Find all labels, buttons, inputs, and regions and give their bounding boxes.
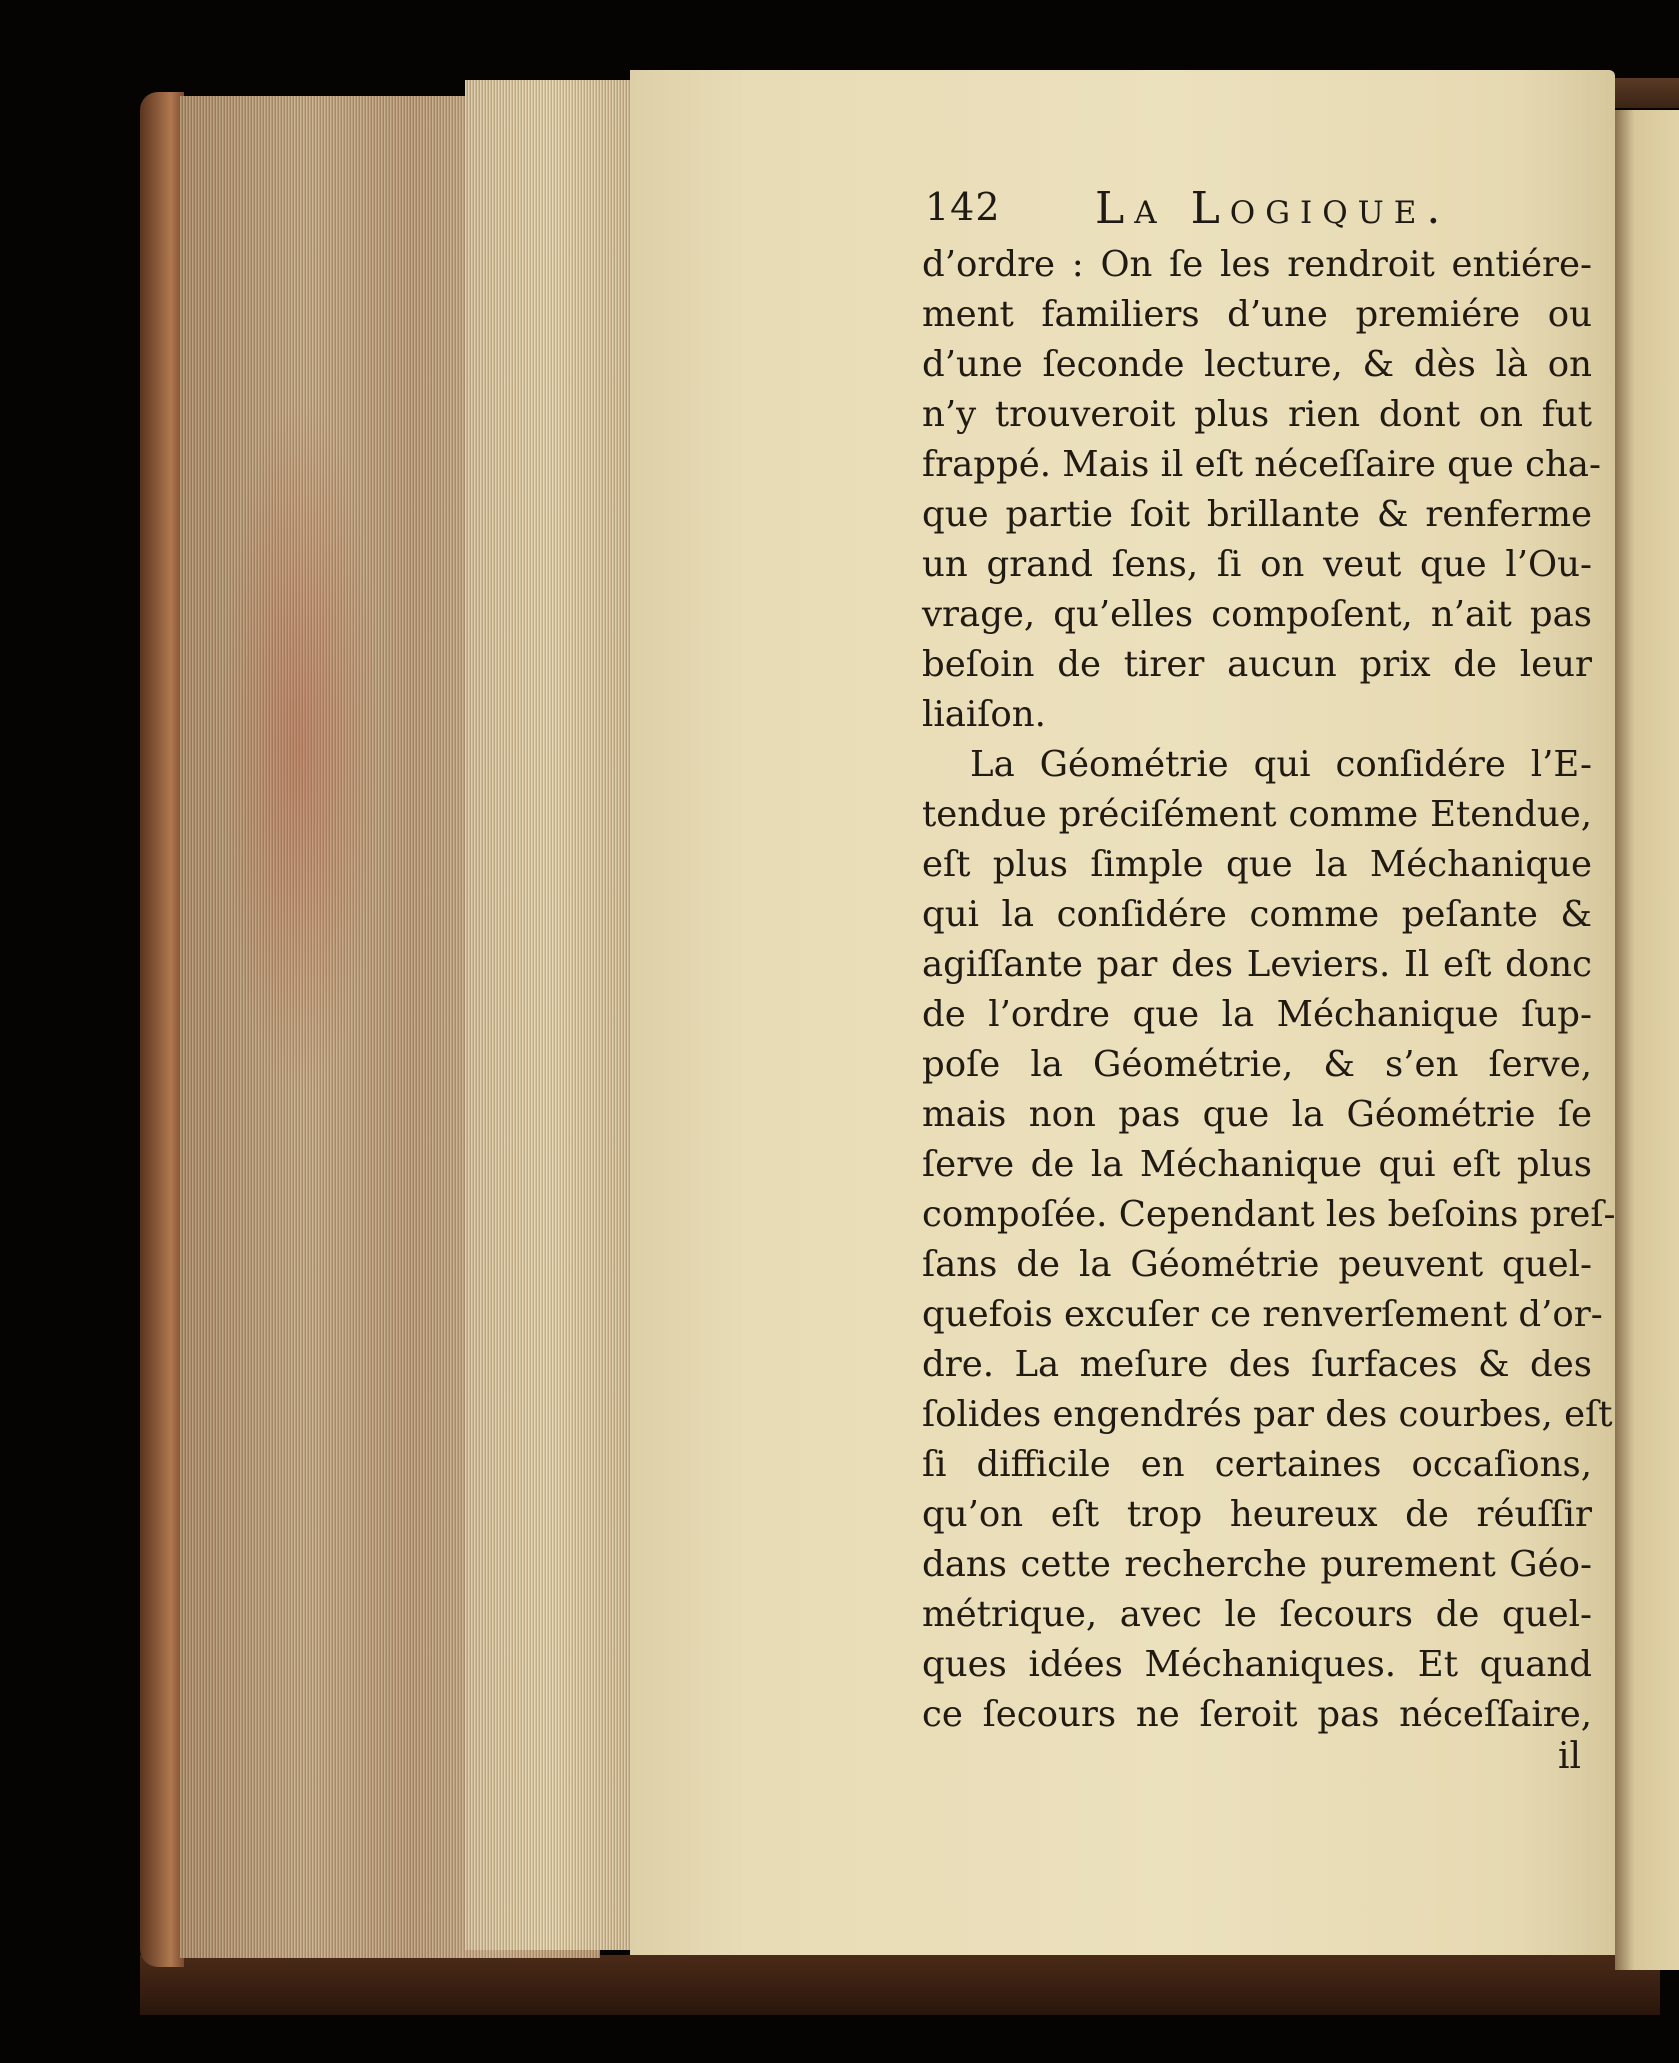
text-line: La Géométrie qui conſidére l’E- — [970, 744, 1592, 785]
text-line: de l’ordre que la Méchanique ſup- — [922, 994, 1592, 1035]
book-spine — [140, 92, 184, 1967]
page-block-inner-edges — [465, 80, 635, 1950]
text-line: ſerve de la Méchanique qui eſt plus — [922, 1144, 1592, 1185]
body-text — [922, 240, 1616, 1740]
text-line: ques idées Méchaniques. Et quand — [922, 1644, 1592, 1685]
running-title: La Logique. — [1095, 183, 1451, 234]
text-line: ment familiers d’une premiére ou — [922, 294, 1592, 335]
text-line: poſe la Géométrie, & s’en ſerve, — [922, 1044, 1592, 1085]
text-line: qui la conſidére comme peſante & — [922, 894, 1592, 935]
text-line: que partie ſoit brillante & renferme — [922, 494, 1592, 535]
text-line: ſolides engendrés par des courbes, eſt — [922, 1394, 1613, 1435]
text-line: ſans de la Géométrie peuvent quel- — [922, 1244, 1592, 1285]
text-line: quefois excuſer ce renverſement d’or- — [922, 1294, 1603, 1335]
text-line: compoſée. Cependant les beſoins preſ- — [922, 1194, 1616, 1235]
text-line: agiſſante par des Leviers. Il eſt donc — [922, 944, 1592, 985]
text-line: mais non pas que la Géométrie ſe — [922, 1094, 1592, 1135]
text-line: liaiſon. — [922, 694, 1046, 735]
text-line: dans cette recherche purement Géo- — [922, 1544, 1592, 1585]
text-line: n’y trouveroit plus rien dont on fut — [922, 394, 1592, 435]
text-line: ſi difficile en certaines occaſions, — [922, 1444, 1592, 1485]
text-line: qu’on eſt trop heureux de réuſſir — [922, 1494, 1592, 1535]
book-cover-edge — [140, 1955, 1660, 2015]
text-line: un grand ſens, ſi on veut que l’Ou- — [922, 544, 1592, 585]
text-line: beſoin de tirer aucun prix de leur — [922, 644, 1592, 685]
text-line: frappé. Mais il eſt néceſſaire que cha- — [922, 444, 1601, 485]
running-header — [925, 185, 1525, 245]
text-line: dre. La meſure des ſurfaces & des — [922, 1344, 1592, 1385]
catchword: il — [1558, 1736, 1582, 1777]
facing-page-edge — [1615, 110, 1679, 1970]
page-number: 142 — [925, 185, 1001, 229]
text-line: d’une ſeconde lecture, & dès là on — [922, 344, 1592, 385]
text-line: métrique, avec le ſecours de quel- — [922, 1594, 1592, 1635]
text-line: ce ſecours ne ſeroit pas néceſſaire, — [922, 1694, 1592, 1735]
text-line: vrage, qu’elles compoſent, n’ait pas — [922, 594, 1592, 635]
text-line: tendue préciſément comme Etendue, — [922, 794, 1592, 835]
text-line: d’ordre : On ſe les rendroit entiére- — [922, 244, 1592, 285]
text-line: eſt plus ſimple que la Méchanique — [922, 844, 1592, 885]
